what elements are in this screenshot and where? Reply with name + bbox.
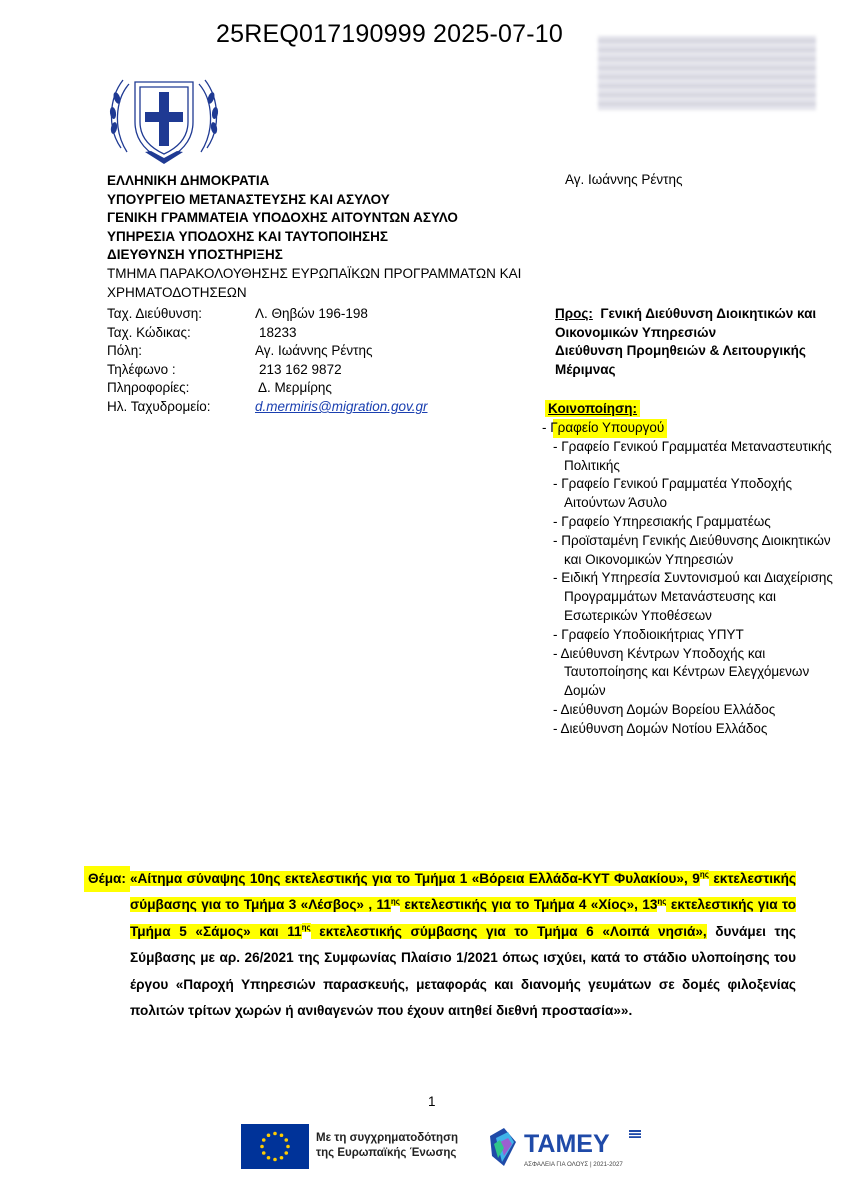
recipient-line: Γενική Διεύθυνση Διοικητικών και Οικονομικών Υπηρεσιών <box>555 306 817 340</box>
contact-value: Δ. Μερμίρης <box>258 380 332 396</box>
place-date: Αγ. Ιωάννης Ρέντης <box>565 172 683 187</box>
eu-star <box>262 1138 266 1142</box>
issuer-line: ΥΠΗΡΕΣΙΑ ΥΠΟΔΟΧΗΣ ΚΑΙ ΤΑΥΤΟΠΟΙΗΣΗΣ <box>107 228 388 244</box>
cc-item: - Γραφείο Γενικού Γραμματέα Μεταναστευτικής Πολιτικής <box>553 438 832 473</box>
contact-label: Ταχ. Κώδικας: <box>107 324 191 340</box>
subject-highlight: «Αίτημα σύναψης 10ης εκτελεστικής για το Τμήμα 1 «Βόρεια Ελλάδα-ΚΥΤ Φυλακίου», 9 <box>130 871 700 886</box>
eu-flag-icon <box>241 1124 309 1169</box>
eu-text-line: της Ευρωπαϊκής Ένωσης <box>316 1147 457 1159</box>
contact-value: Αγ. Ιωάννης Ρέντης <box>255 343 373 359</box>
subject-highlight: εκτελεστικής για το Τμήμα 5 «Σάμος» και 11 <box>130 897 796 939</box>
tamey-logo-icon <box>486 1122 646 1172</box>
contact-label: Ηλ. Ταχυδρομείο: <box>107 398 211 414</box>
contact-value: 213 162 9872 <box>259 361 342 377</box>
eu-star <box>267 1133 271 1137</box>
subject-rest: δυνάμει της Σύμβασης με αρ. 26/2021 της Συμφωνίας Πλαίσιο 1/2021 όπως ισχύει, κατά το στάδιο υλοποίησης του έργου «Παροχή Υπηρεσιών παρασκευής, μεταφοράς και διανομής γευμάτων σε δομές φιλοξενίας πολιτών τρίτων χωρών ή ανιθαγενών που έχουν αιτηθεί διεθνή προστασία»». <box>130 923 796 1019</box>
cc-list <box>542 419 843 739</box>
contact-details <box>107 305 428 417</box>
contact-value: 18233 <box>259 324 297 340</box>
cc-item: - Γραφείο Υποδιοικήτριας ΥΠΥΤ <box>553 626 744 642</box>
eu-star <box>273 1158 277 1162</box>
eu-star <box>267 1156 271 1160</box>
cc-item: - Διεύθυνση Δομών Νοτίου Ελλάδος <box>553 720 768 736</box>
recipient-block <box>555 305 840 379</box>
contact-row <box>107 379 428 398</box>
issuer-department: ΤΜΗΜΑ ΠΑΡΑΚΟΛΟΥΘΗΣΗΣ ΕΥΡΩΠΑΪΚΩΝ ΠΡΟΓΡΑΜΜΑΤΩΝ ΚΑΙ ΧΡΗΜΑΤΟΔΟΤΗΣΕΩΝ <box>107 265 522 300</box>
tamey-tagline: ΑΣΦΑΛΕΙΑ ΓΙΑ ΟΛΟΥΣ | 2021-2027 <box>524 1161 623 1168</box>
contact-label: Τηλέφωνο : <box>107 361 176 377</box>
cc-title: Κοινοποίηση: <box>545 400 640 417</box>
contact-value: Λ. Θηβών 196-198 <box>255 306 368 321</box>
greek-flag-icon <box>629 1130 641 1138</box>
subject-highlight: εκτελεστικής σύμβασης για το Τμήμα 6 «Λοιπά νησιά», <box>310 923 707 939</box>
contact-row <box>107 398 428 417</box>
issuer-line: ΕΛΛΗΝΙΚΗ ΔΗΜΟΚΡΑΤΙΑ <box>107 173 270 188</box>
eu-star <box>284 1151 288 1155</box>
eu-star <box>284 1138 288 1142</box>
subject-ordinal: ης <box>699 870 709 880</box>
eu-cofunding-text <box>316 1131 458 1161</box>
contact-row <box>107 305 428 324</box>
subject-label: Θέμα: <box>84 866 130 892</box>
contact-label: Πόλη: <box>107 343 143 359</box>
cc-item: - Ειδική Υπηρεσία Συντονισμού και Διαχείρισης Προγραμμάτων Μετανάστευσης και Εσωτερικών Υποθέσεων <box>553 570 833 623</box>
subject-ordinal: ης <box>390 896 400 906</box>
cc-item: - Γραφείο Υπηρεσιακής Γραμματέως <box>553 513 771 529</box>
recipient-label: Προς: <box>555 306 593 321</box>
eu-star <box>286 1145 290 1149</box>
subject-ordinal: ης <box>657 896 667 906</box>
eu-star <box>260 1145 264 1149</box>
contact-label: Ταχ. Διεύθυνση: <box>107 306 203 321</box>
issuer-line: ΓΕΝΙΚΗ ΓΡΑΜΜΑΤΕΙΑ ΥΠΟΔΟΧΗΣ ΑΙΤΟΥΝΤΩΝ ΑΣΥΛΟ <box>107 210 458 226</box>
email-link[interactable]: d.mermiris@migration.gov.gr <box>255 398 428 414</box>
cc-item: - Διεύθυνση Δομών Βορείου Ελλάδος <box>553 701 776 717</box>
eu-star <box>280 1156 284 1160</box>
subject-highlight: εκτελεστικής για το Τμήμα 4 «Χίος», 13 <box>399 897 658 913</box>
cc-item: - Γραφείο Γενικού Γραμματέα Υποδοχής Αιτούντων Άσυλο <box>553 476 792 511</box>
protocol-number: 25REQ017190999 2025-07-10 <box>216 20 563 48</box>
issuer-header <box>107 172 567 302</box>
cc-item: - Προϊσταμένη Γενικής Διεύθυνσης Διοικητικών και Οικονομικών Υπηρεσιών <box>553 532 831 567</box>
contact-row <box>107 324 428 343</box>
contact-row <box>107 361 428 380</box>
eu-star <box>273 1132 277 1136</box>
subject-highlight: εκτελεστικής σύμβασης για το Τμήμα 3 «Λέσβος» , 11 <box>130 871 796 913</box>
subject-ordinal: ης <box>301 923 311 933</box>
contact-row <box>107 342 428 361</box>
tamey-name: ΤΑΜΕΥ <box>524 1130 610 1158</box>
issuer-line: ΥΠΟΥΡΓΕΙΟ ΜΕΤΑΝΑΣΤΕΥΣΗΣ ΚΑΙ ΑΣΥΛΟΥ <box>107 191 390 207</box>
eu-text-line: Με τη συγχρηματοδότηση <box>316 1132 458 1144</box>
page-number: 1 <box>428 1094 436 1109</box>
cc-item: - Διεύθυνση Κέντρων Υποδοχής και Ταυτοποίησης και Κέντρων Ελεγχόμενων Δομών <box>553 645 810 699</box>
greek-emblem-icon <box>105 68 223 168</box>
recipient-line: Διεύθυνση Προμηθειών & Λειτουργικής Μέριμνας <box>555 343 806 377</box>
cc-item <box>542 419 843 438</box>
subject-block <box>84 866 796 1024</box>
contact-label: Πληροφορίες: <box>107 380 190 396</box>
eu-star <box>262 1151 266 1155</box>
subject-text <box>130 866 796 1024</box>
eu-star <box>280 1133 284 1137</box>
redacted-block <box>598 36 816 110</box>
issuer-line: ΔΙΕΥΘΥΝΣΗ ΥΠΟΣΤΗΡΙΞΗΣ <box>107 247 283 263</box>
cc-item-text: - Γραφείο Υπουργού <box>553 419 667 438</box>
